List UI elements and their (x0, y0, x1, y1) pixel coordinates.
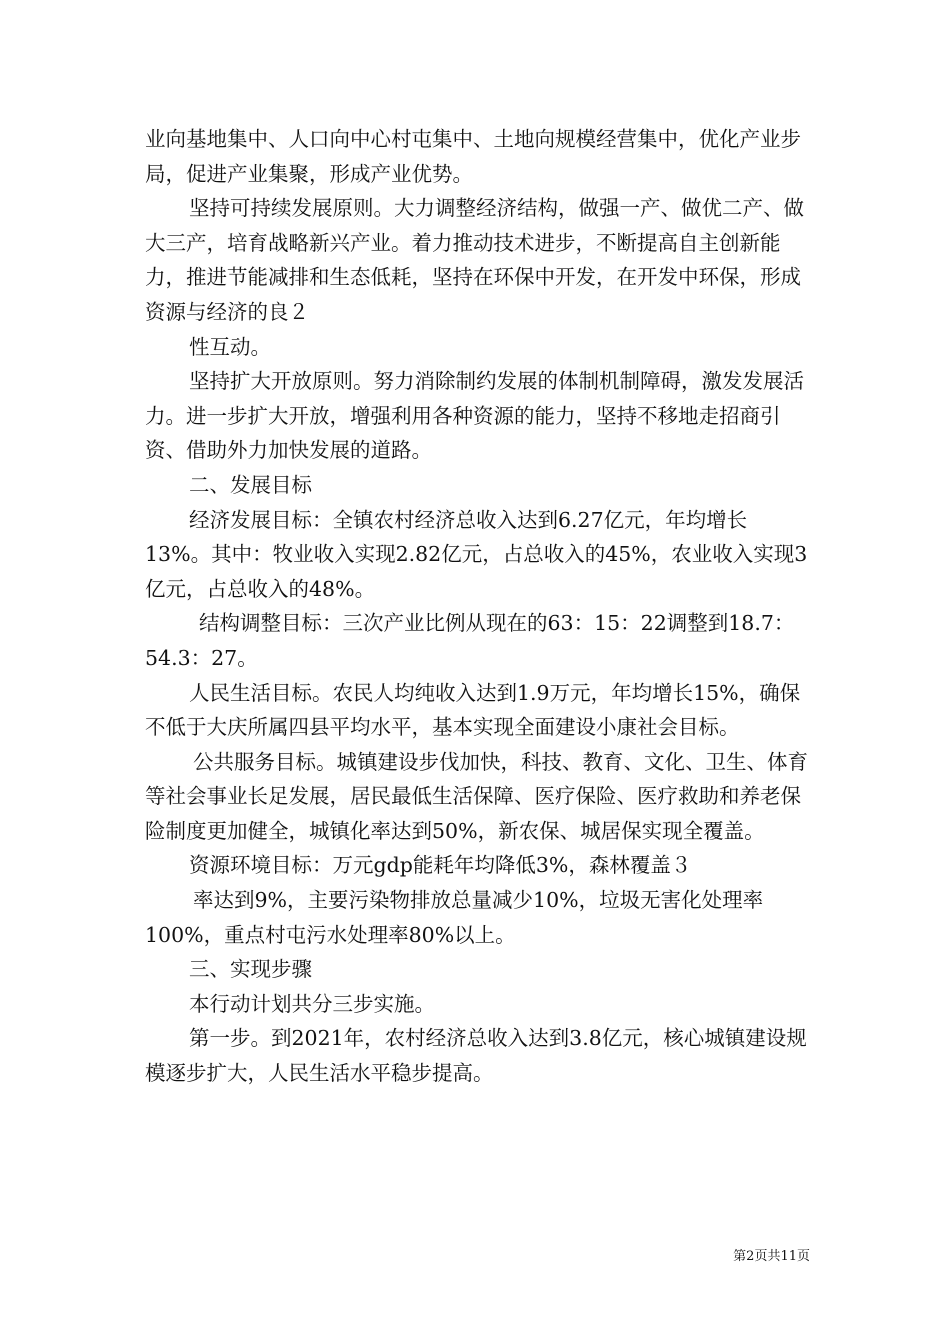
document-body (145, 122, 810, 1091)
paragraph-12: 第一步。到2021年，农村经济总收入达到3.8亿元，核心城镇建设规模逐步扩大，人民生活水平稳步提高。 (145, 1026, 807, 1086)
paragraph-10: 率达到9%，主要污染物排放总量减少10%，垃圾无害化处理率100%，重点村屯污水处理率80%以上。 (145, 888, 764, 947)
section-heading-3: 三、实现步骤 (189, 957, 312, 982)
paragraph-7: 人民生活目标。农民人均纯收入达到1.9万元，年均增长15%，确保不低于大庆所属四县平均水平，基本实现全面建设小康社会目标。 (145, 680, 801, 740)
paragraph-6: 结构调整目标：三次产业比例从现在的63：15：22调整到18.7：54.3：27。 (145, 611, 795, 670)
paragraph-5: 经济发展目标：全镇农村经济总收入达到6.27亿元，年均增长13%。其中：牧业收入实现2.82亿元，占总收入的45%，农业收入实现3亿元，占总收入的48%。 (145, 507, 808, 601)
paragraph-1: 业向基地集中、人口向中心村屯集中、土地向规模经营集中，优化产业步局，促进产业集聚，形成产业优势。 (145, 127, 801, 186)
section-heading-2: 二、发展目标 (189, 472, 312, 497)
page-number: 第2页共11页 (733, 1249, 810, 1264)
paragraph-11: 本行动计划共分三步实施。 (189, 991, 435, 1016)
paragraph-9: 资源环境目标：万元gdp能耗年均降低3%，森林覆盖３ (189, 853, 692, 878)
paragraph-4: 坚持扩大开放原则。努力消除制约发展的体制机制障碍，激发发展活力。进一步扩大开放，增强利用各种资源的能力，坚持不移地走招商引资、借助外力加快发展的道路。 (145, 369, 804, 463)
paragraph-2: 坚持可持续发展原则。大力调整经济结构，做强一产、做优二产、做大三产，培育战略新兴产业。着力推动技术进步，不断提高自主创新能力，推进节能减排和生态低耗，坚持在环保中开发，在开发中环保，形成资源与经济的良２ (145, 196, 804, 324)
paragraph-8: 公共服务目标。城镇建设步伐加快，科技、教育、文化、卫生、体育等社会事业长足发展，居民最低生活保障、医疗保险、医疗救助和养老保险制度更加健全，城镇化率达到50%，新农保、城居保实现全覆盖。 (145, 749, 808, 843)
paragraph-3: 性互动。 (189, 334, 271, 359)
